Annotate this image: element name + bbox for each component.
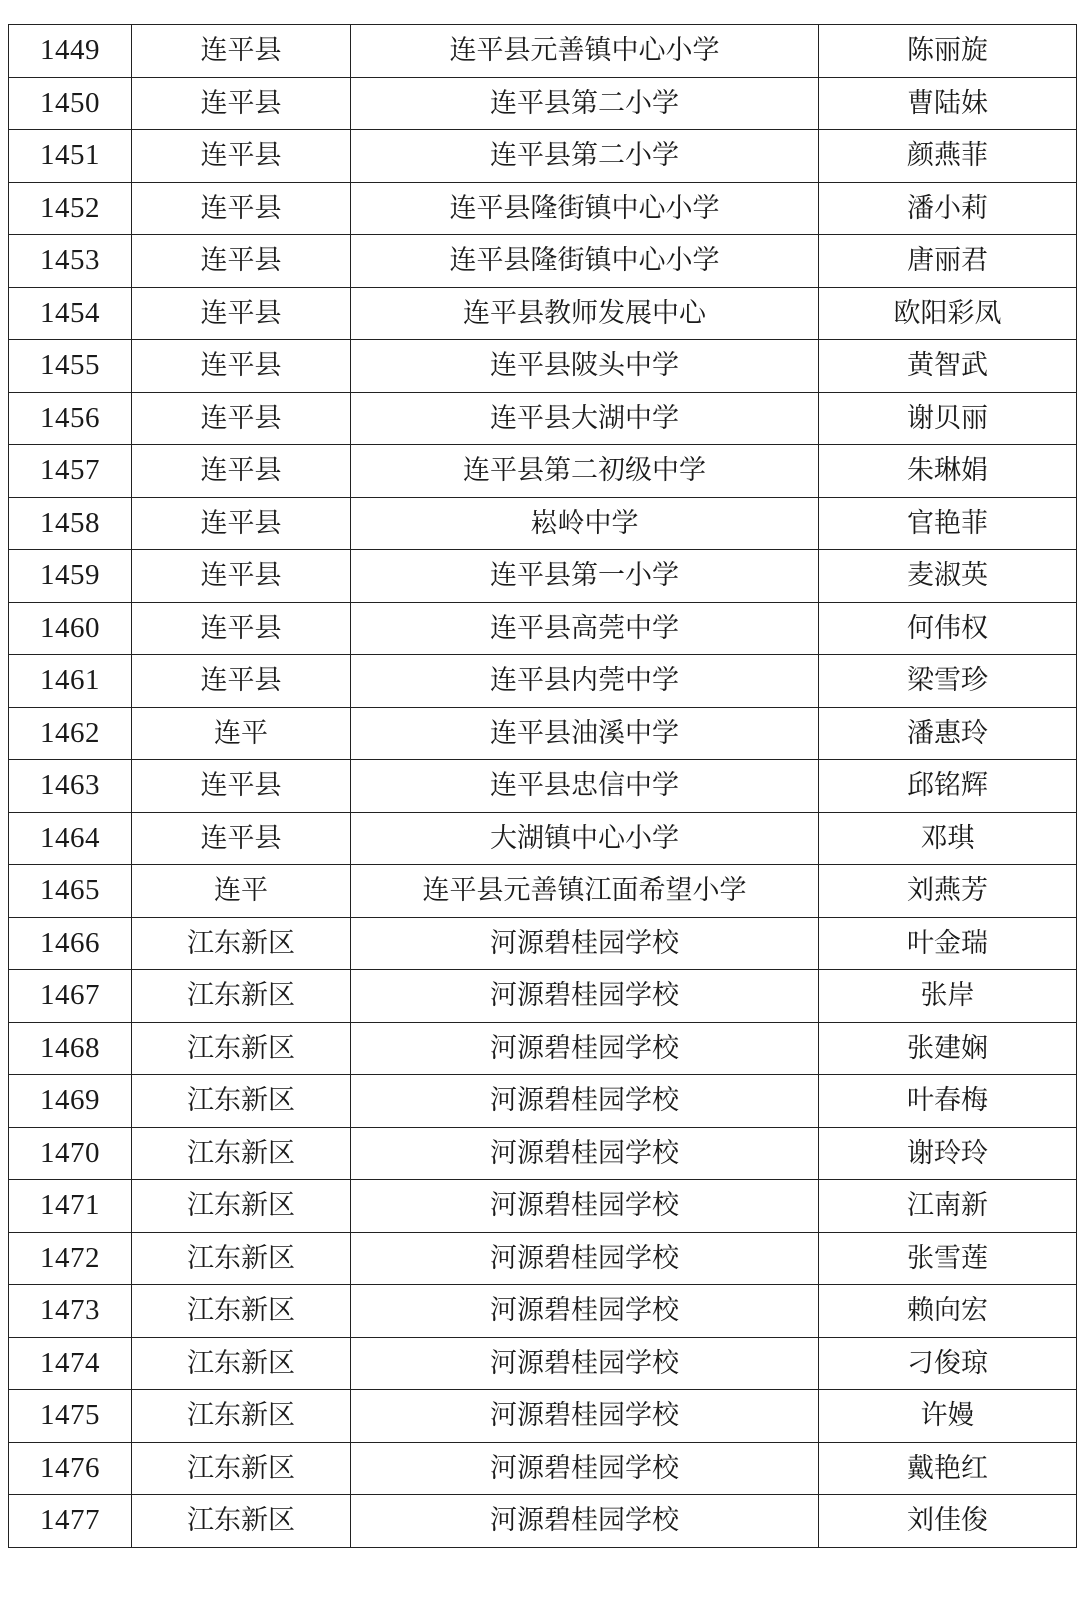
row-number: 1477 <box>9 1495 132 1548</box>
district-cell: 连平县 <box>132 25 351 78</box>
table-row <box>9 130 1077 183</box>
district-cell: 连平县 <box>132 602 351 655</box>
row-number: 1449 <box>9 25 132 78</box>
person-name-cell: 谢玲玲 <box>819 1127 1077 1180</box>
school-cell: 河源碧桂园学校 <box>351 1337 819 1390</box>
row-number: 1462 <box>9 707 132 760</box>
district-cell: 江东新区 <box>132 1390 351 1443</box>
school-cell: 连平县油溪中学 <box>351 707 819 760</box>
row-number: 1461 <box>9 655 132 708</box>
school-cell: 连平县元善镇江面希望小学 <box>351 865 819 918</box>
district-cell: 江东新区 <box>132 1232 351 1285</box>
school-cell: 连平县元善镇中心小学 <box>351 25 819 78</box>
school-cell: 连平县教师发展中心 <box>351 287 819 340</box>
person-name-cell: 何伟权 <box>819 602 1077 655</box>
row-number: 1464 <box>9 812 132 865</box>
school-cell: 河源碧桂园学校 <box>351 1495 819 1548</box>
row-number: 1459 <box>9 550 132 603</box>
person-name-cell: 朱琳娟 <box>819 445 1077 498</box>
row-number: 1452 <box>9 182 132 235</box>
row-number: 1458 <box>9 497 132 550</box>
table-row <box>9 235 1077 288</box>
person-name-cell: 叶春梅 <box>819 1075 1077 1128</box>
table-row <box>9 25 1077 78</box>
table-row <box>9 1495 1077 1548</box>
person-name-cell: 刁俊琼 <box>819 1337 1077 1390</box>
school-cell: 连平县陂头中学 <box>351 340 819 393</box>
person-name-cell: 曹陆妹 <box>819 77 1077 130</box>
school-cell: 河源碧桂园学校 <box>351 1127 819 1180</box>
person-name-cell: 欧阳彩凤 <box>819 287 1077 340</box>
row-number: 1471 <box>9 1180 132 1233</box>
person-name-cell: 刘燕芳 <box>819 865 1077 918</box>
row-number: 1470 <box>9 1127 132 1180</box>
person-name-cell: 谢贝丽 <box>819 392 1077 445</box>
row-number: 1465 <box>9 865 132 918</box>
person-name-cell: 唐丽君 <box>819 235 1077 288</box>
district-cell: 江东新区 <box>132 1075 351 1128</box>
table-row <box>9 655 1077 708</box>
table-row <box>9 1285 1077 1338</box>
row-number: 1476 <box>9 1442 132 1495</box>
row-number: 1474 <box>9 1337 132 1390</box>
district-cell: 连平县 <box>132 182 351 235</box>
school-cell: 连平县忠信中学 <box>351 760 819 813</box>
row-number: 1456 <box>9 392 132 445</box>
school-cell: 连平县第二小学 <box>351 130 819 183</box>
school-cell: 连平县大湖中学 <box>351 392 819 445</box>
district-cell: 连平县 <box>132 340 351 393</box>
district-cell: 江东新区 <box>132 1495 351 1548</box>
row-number: 1475 <box>9 1390 132 1443</box>
person-name-cell: 黄智武 <box>819 340 1077 393</box>
table-row <box>9 970 1077 1023</box>
table-row <box>9 1337 1077 1390</box>
district-cell: 江东新区 <box>132 1127 351 1180</box>
district-cell: 连平县 <box>132 655 351 708</box>
row-number: 1454 <box>9 287 132 340</box>
person-name-cell: 邓琪 <box>819 812 1077 865</box>
table-row <box>9 1442 1077 1495</box>
row-number: 1463 <box>9 760 132 813</box>
school-cell: 河源碧桂园学校 <box>351 1390 819 1443</box>
person-name-cell: 张建娴 <box>819 1022 1077 1075</box>
school-cell: 河源碧桂园学校 <box>351 970 819 1023</box>
person-name-cell: 官艳菲 <box>819 497 1077 550</box>
row-number: 1460 <box>9 602 132 655</box>
row-number: 1473 <box>9 1285 132 1338</box>
table-row <box>9 1180 1077 1233</box>
table-row <box>9 1390 1077 1443</box>
person-name-cell: 许嫚 <box>819 1390 1077 1443</box>
roster-body <box>9 25 1077 1548</box>
row-number: 1457 <box>9 445 132 498</box>
table-row <box>9 550 1077 603</box>
school-cell: 连平县第二小学 <box>351 77 819 130</box>
table-row <box>9 812 1077 865</box>
person-name-cell: 刘佳俊 <box>819 1495 1077 1548</box>
person-name-cell: 赖向宏 <box>819 1285 1077 1338</box>
school-cell: 河源碧桂园学校 <box>351 917 819 970</box>
school-cell: 连平县隆街镇中心小学 <box>351 235 819 288</box>
district-cell: 连平县 <box>132 130 351 183</box>
district-cell: 连平县 <box>132 812 351 865</box>
table-row <box>9 287 1077 340</box>
district-cell: 连平县 <box>132 760 351 813</box>
person-name-cell: 叶金瑞 <box>819 917 1077 970</box>
table-row <box>9 602 1077 655</box>
school-cell: 河源碧桂园学校 <box>351 1075 819 1128</box>
district-cell: 江东新区 <box>132 1442 351 1495</box>
person-name-cell: 潘小莉 <box>819 182 1077 235</box>
person-name-cell: 张岸 <box>819 970 1077 1023</box>
table-row <box>9 865 1077 918</box>
school-cell: 连平县第二初级中学 <box>351 445 819 498</box>
person-name-cell: 戴艳红 <box>819 1442 1077 1495</box>
table-row <box>9 445 1077 498</box>
table-row <box>9 1022 1077 1075</box>
district-cell: 连平县 <box>132 287 351 340</box>
row-number: 1455 <box>9 340 132 393</box>
person-name-cell: 江南新 <box>819 1180 1077 1233</box>
person-name-cell: 梁雪珍 <box>819 655 1077 708</box>
district-cell: 连平县 <box>132 550 351 603</box>
school-cell: 大湖镇中心小学 <box>351 812 819 865</box>
table-row <box>9 182 1077 235</box>
district-cell: 连平县 <box>132 77 351 130</box>
district-cell: 江东新区 <box>132 1285 351 1338</box>
district-cell: 江东新区 <box>132 1337 351 1390</box>
school-cell: 连平县内莞中学 <box>351 655 819 708</box>
row-number: 1453 <box>9 235 132 288</box>
district-cell: 连平县 <box>132 497 351 550</box>
table-row <box>9 497 1077 550</box>
person-name-cell: 邱铭辉 <box>819 760 1077 813</box>
table-row <box>9 1127 1077 1180</box>
row-number: 1467 <box>9 970 132 1023</box>
table-row <box>9 1075 1077 1128</box>
school-cell: 河源碧桂园学校 <box>351 1022 819 1075</box>
table-row <box>9 917 1077 970</box>
person-name-cell: 张雪莲 <box>819 1232 1077 1285</box>
district-cell: 连平 <box>132 707 351 760</box>
school-cell: 河源碧桂园学校 <box>351 1232 819 1285</box>
table-row <box>9 392 1077 445</box>
district-cell: 连平县 <box>132 445 351 498</box>
school-cell: 河源碧桂园学校 <box>351 1442 819 1495</box>
school-cell: 连平县第一小学 <box>351 550 819 603</box>
table-row <box>9 760 1077 813</box>
school-cell: 崧岭中学 <box>351 497 819 550</box>
school-cell: 河源碧桂园学校 <box>351 1285 819 1338</box>
row-number: 1472 <box>9 1232 132 1285</box>
school-cell: 连平县高莞中学 <box>351 602 819 655</box>
table-row <box>9 77 1077 130</box>
table-row <box>9 1232 1077 1285</box>
school-cell: 连平县隆街镇中心小学 <box>351 182 819 235</box>
district-cell: 连平县 <box>132 235 351 288</box>
row-number: 1468 <box>9 1022 132 1075</box>
person-name-cell: 颜燕菲 <box>819 130 1077 183</box>
table-row <box>9 707 1077 760</box>
roster-table <box>8 24 1077 1548</box>
person-name-cell: 陈丽旋 <box>819 25 1077 78</box>
row-number: 1450 <box>9 77 132 130</box>
district-cell: 江东新区 <box>132 970 351 1023</box>
district-cell: 连平 <box>132 865 351 918</box>
person-name-cell: 潘惠玲 <box>819 707 1077 760</box>
school-cell: 河源碧桂园学校 <box>351 1180 819 1233</box>
row-number: 1469 <box>9 1075 132 1128</box>
district-cell: 江东新区 <box>132 1180 351 1233</box>
row-number: 1466 <box>9 917 132 970</box>
table-row <box>9 340 1077 393</box>
district-cell: 江东新区 <box>132 1022 351 1075</box>
district-cell: 江东新区 <box>132 917 351 970</box>
person-name-cell: 麦淑英 <box>819 550 1077 603</box>
district-cell: 连平县 <box>132 392 351 445</box>
row-number: 1451 <box>9 130 132 183</box>
